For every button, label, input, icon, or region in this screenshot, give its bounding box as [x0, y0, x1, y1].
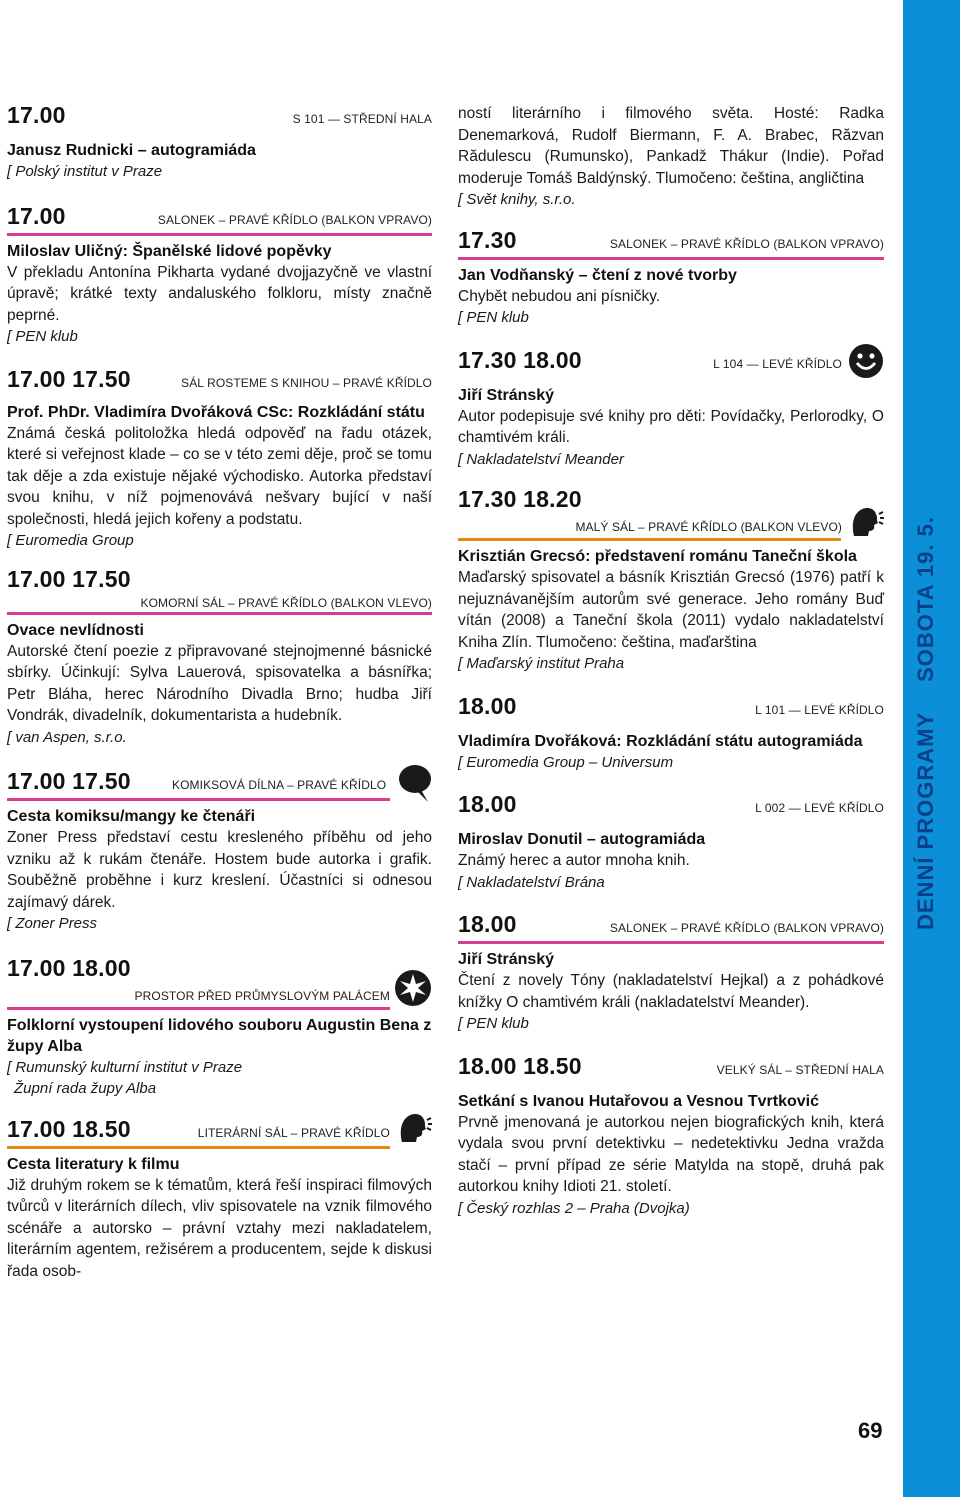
event — [7, 1114, 432, 1283]
event-title: Ovace nevlídnosti — [7, 621, 144, 639]
event — [458, 691, 884, 774]
event-header — [458, 486, 884, 536]
sidebar-band — [903, 0, 960, 1497]
event-organizer: [ Nakladatelství Meander — [458, 450, 624, 468]
event-title: Miloslav Uličný: Španělské lidové popěvky — [7, 242, 332, 260]
event-venue: SALONEK – PRAVÉ KŘÍDLO (BALKON VPRAVO) — [609, 236, 884, 251]
event-title: Vladimíra Dvořáková: Rozkládání státu autogramiáda — [458, 732, 863, 750]
event-title: Janusz Rudnicki – autogramiáda — [7, 142, 256, 159]
event-venue: S 101 — STŘEDNÍ HALA — [292, 112, 432, 126]
event-header — [7, 955, 432, 1005]
reading-head-icon — [848, 504, 884, 540]
event-organizer: Župní rada župy Alba — [14, 1080, 157, 1097]
event-venue: L 002 — LEVÉ KŘÍDLO — [755, 801, 884, 815]
divider-rule — [7, 233, 432, 236]
event-header — [458, 345, 884, 375]
event — [7, 201, 432, 348]
right-column — [458, 103, 884, 1219]
event-organizer: [ PEN klub — [7, 328, 78, 345]
event-description: Maďarský spisovatel a básník Krisztián Grecsó (1976) patří k nejuznávanějším autorům své generace. Jeho romány Buď vítán (2008) a Taneční škola (2011) vydalo nakladatelství Kniha Zlín. Tlumočeno: čeština, maďarština — [458, 569, 884, 651]
event-header — [458, 691, 884, 721]
event-venue: PROSTOR PŘED PRŮMYSLOVÝM PALÁCEM — [134, 988, 390, 1003]
event-title: Jan Vodňanský – čtení z nové tvorby — [458, 266, 737, 284]
event-description: ností literárního i filmového světa. Hosté: Radka Denemarková, Rudolf Biermann, F. A. Brabec, Răzvan Rădulescu (Rumunsko), Pankadž Thákur (Indie). Pořad moderuje Tomáš Baldýnský. Tlumočeno: čeština, angličtina — [458, 105, 884, 187]
event-venue: L 104 — LEVÉ KŘÍDLO — [713, 356, 842, 371]
event-description: Autorské čtení poezie z připravované stejnojmenné básnické sbírky. Účinkují: Sylva Lauerová, spisovatelka a básnířka; Petr Bláha, herec Národního Divadla Brno; hudba Jiří Vondrák, divadelník, dokumentarista a hudebník. — [7, 642, 432, 724]
event-title: Cesta komiksu/mangy ke čtenáři — [7, 808, 256, 825]
event-venue: KOMIKSOVÁ DÍLNA – PRAVÉ KŘÍDLO — [172, 778, 387, 792]
event-header — [7, 766, 432, 796]
event-time: 18.00 — [458, 791, 517, 817]
event — [458, 345, 884, 471]
event — [7, 364, 432, 552]
event-header — [458, 1051, 884, 1081]
event-continued — [458, 103, 884, 211]
event-organizer: [ Nakladatelství Brána — [458, 873, 605, 891]
event-header — [7, 566, 432, 610]
event-venue: MALÝ SÁL – PRAVÉ KŘÍDLO (BALKON VLEVO) — [575, 520, 842, 534]
event-organizer: [ Polský institut v Praze — [7, 163, 163, 180]
event-time: 18.00 — [458, 911, 517, 937]
divider-rule — [7, 1146, 390, 1149]
event — [7, 566, 432, 749]
event-title: Jiří Stránský — [458, 951, 555, 968]
event-time: 17.00 — [7, 102, 66, 128]
event-title: Folklorní vystoupení lidového souboru Augustin Bena z župy Alba — [7, 1016, 432, 1055]
event-description: Známý herec a autor mnoha knih. — [458, 852, 690, 869]
event-time: 17.00 18.00 — [7, 954, 131, 981]
event-organizer: [ Maďarský institut Praha — [458, 655, 625, 672]
event — [458, 909, 884, 1035]
event-venue: SÁL ROSTEME S KNIHOU – PRAVÉ KŘÍDLO — [181, 375, 432, 390]
event-header — [458, 225, 884, 255]
event-description: V překladu Antonína Pikharta vydané dvojjazyčně ve vlastní úpravě; krátké texty andaluského folkloru, místy značně peprné. — [7, 263, 432, 324]
event-organizer: [ Svět knihy, s.r.o. — [458, 191, 576, 208]
event-organizer: [ Rumunský kulturní institut v Praze — [7, 1058, 243, 1076]
speech-bubble-icon — [398, 764, 432, 804]
event-description: Čtení z novely Tóny (nakladatelství Hejkal) a z pohádkové knížky O chamtivém králi (nakladatelství Meander). — [458, 972, 884, 1011]
event-header — [7, 100, 432, 130]
event-time: 17.00 — [7, 202, 66, 229]
event-time: 17.30 — [458, 226, 517, 253]
event-time: 17.00 18.50 — [7, 1115, 131, 1142]
event-venue: SALONEK – PRAVÉ KŘÍDLO (BALKON VPRAVO) — [609, 921, 884, 935]
section-date: SOBOTA 19. 5. — [913, 516, 938, 682]
event-time: 18.00 18.50 — [458, 1052, 582, 1079]
event-header — [7, 364, 432, 394]
event — [458, 789, 884, 893]
event — [7, 955, 432, 1100]
event-venue: LITERÁRNÍ SÁL – PRAVÉ KŘÍDLO — [197, 1125, 390, 1140]
event-time: 17.00 17.50 — [7, 565, 131, 592]
event-organizer: [ Český rozhlas 2 – Praha (Dvojka) — [458, 1199, 690, 1217]
event-header — [458, 909, 884, 939]
event — [7, 100, 432, 183]
event-description: Prvně jmenovaná je autorkou nejen biografických knih, která vydala svou první detektivku – nedetektivku Jedna vražda stačí – první případ ze série Matylda na stopě, druhá pak autorkou knihy Idioti 21. století. — [458, 1113, 884, 1195]
event-description: Chybět nebudou ani písničky. — [458, 287, 661, 305]
event-title: Setkání s Ivanou Hutařovou a Vesnou Tvrtković — [458, 1092, 819, 1110]
event-header — [7, 201, 432, 231]
event-description: Známá česká politoložka hledá odpověď na řadu otázek, které si veřejnost klade – co se v této zemi děje, proč se tomu tak děje a zda existuje nějaké východisko. Autorka představí svou knihu, v níž pojmenovává nešvary bující v naší společnosti, hledá jejich kořeny a podstatu. — [7, 424, 432, 528]
event-organizer: [ PEN klub — [458, 1015, 529, 1032]
event-time: 17.00 17.50 — [7, 768, 131, 794]
event-title: Jiří Stránský — [458, 386, 555, 404]
divider-rule — [458, 538, 841, 541]
event-description: Již druhým rokem se k tématům, která řeší inspiraci filmových tvůrců v literárních dílech, vliv spisovatele na vznik filmového scénáře a autorsko – právní vztahy mezi nakladatelem, literárním agentem, režisérem a producentem, sejde k diskusi řada osob- — [7, 1176, 432, 1280]
event-title: Prof. PhDr. Vladimíra Dvořáková CSc: Rozkládání státu — [7, 403, 425, 421]
section-title: DENNÍ PROGRAMY — [913, 711, 938, 930]
burst-icon — [394, 969, 432, 1007]
divider-rule — [7, 612, 432, 615]
event-organizer: [ van Aspen, s.r.o. — [7, 728, 127, 746]
event-time: 17.30 18.00 — [458, 346, 582, 373]
event-time: 17.00 17.50 — [7, 365, 131, 392]
event-description: Autor podepisuje své knihy pro děti: Povídačky, Perlorodky, O chamtivém králi. — [458, 407, 884, 446]
event-title: Miroslav Donutil – autogramiáda — [458, 831, 706, 848]
event-header — [458, 789, 884, 819]
event-organizer: [ PEN klub — [458, 309, 529, 326]
event-venue: L 101 — LEVÉ KŘÍDLO — [755, 702, 884, 717]
divider-rule — [7, 798, 390, 801]
page-number: 69 — [858, 1418, 883, 1443]
event — [458, 225, 884, 329]
event-venue: VELKÝ SÁL – STŘEDNÍ HALA — [716, 1062, 884, 1077]
event-organizer: [ Euromedia Group – Universum — [458, 753, 674, 771]
event-title: Krisztián Grecsó: představení románu Taneční škola — [458, 548, 857, 565]
smiley-icon — [848, 343, 884, 379]
event-organizer: [ Zoner Press — [7, 915, 98, 932]
divider-rule — [458, 257, 884, 260]
event-header — [7, 1114, 432, 1144]
event-venue: KOMORNÍ SÁL – PRAVÉ KŘÍDLO (BALKON VLEVO) — [140, 595, 432, 610]
event-title: Cesta literatury k filmu — [7, 1155, 180, 1173]
event-description: Zoner Press představí cestu kresleného příběhu od jeho vzniku až k rukám čtenáře. Hostem bude autorka i grafik. Souběžně proběhne i kurz kreslení. Účastníci si odnesou zajímavý dárek. — [7, 829, 432, 911]
event-venue: SALONEK – PRAVÉ KŘÍDLO (BALKON VPRAVO) — [157, 212, 432, 227]
event — [458, 486, 884, 675]
event — [7, 766, 432, 935]
event-time: 17.30 18.20 — [458, 486, 582, 512]
event — [458, 1051, 884, 1220]
divider-rule — [7, 1007, 390, 1010]
divider-rule — [458, 941, 884, 944]
event-time: 18.00 — [458, 692, 517, 719]
sidebar-title — [913, 0, 953, 930]
event-organizer: [ Euromedia Group — [7, 532, 134, 549]
left-column — [7, 100, 432, 1282]
reading-head-icon — [396, 1110, 432, 1146]
